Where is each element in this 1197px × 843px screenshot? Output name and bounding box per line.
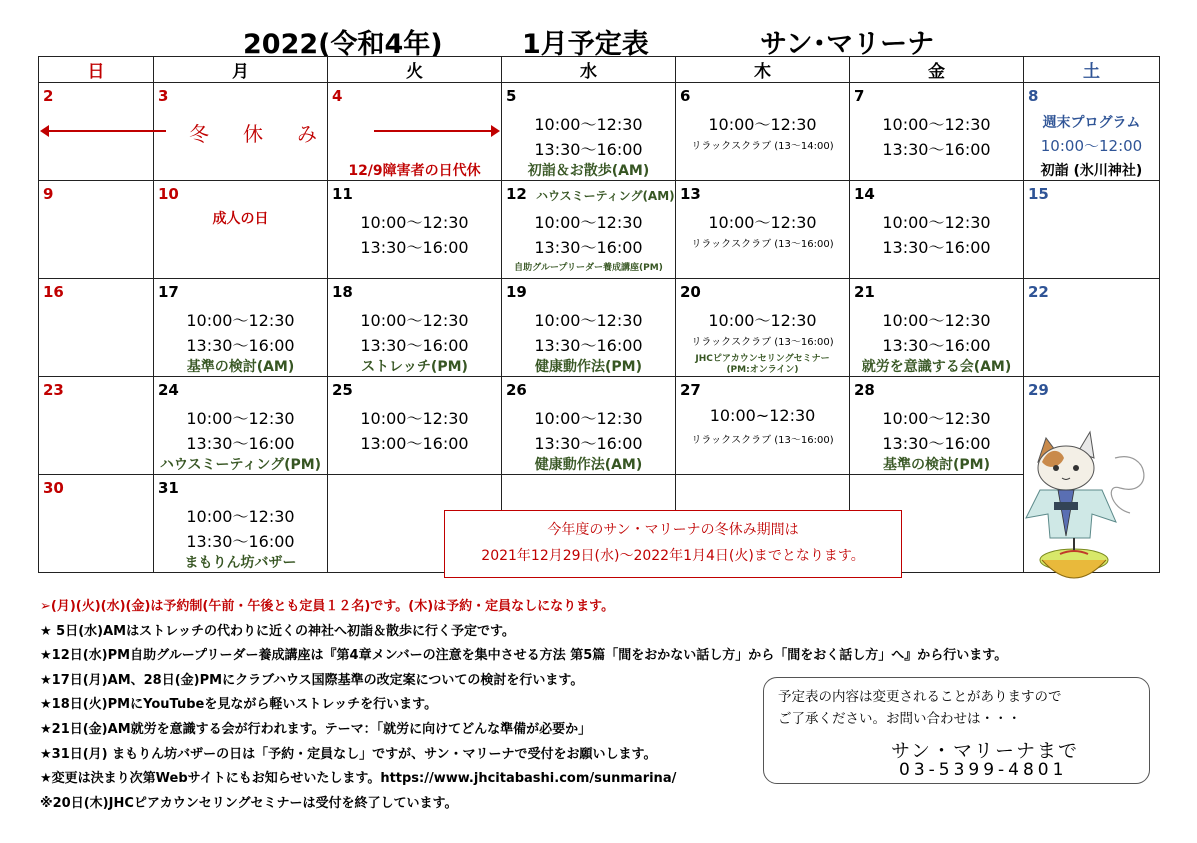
day-program: 基準の検討(AM) xyxy=(186,359,295,375)
day-cell xyxy=(676,279,850,377)
day-number: 22 xyxy=(1028,283,1049,301)
day-program: 自助グループリーダー養成講座(PM) xyxy=(514,263,663,273)
time-slot-am: 10:00～12:30 xyxy=(534,213,643,232)
day-number: 31 xyxy=(158,479,179,497)
time-slot-am: 10:00～12:30 xyxy=(708,115,817,134)
day-number: 21 xyxy=(854,283,875,301)
day-program: 健康動作法(AM) xyxy=(534,457,643,473)
day-program: 健康動作法(PM) xyxy=(535,359,642,375)
day-number: 26 xyxy=(506,381,527,399)
time-slot-pm: 13:30～16:00 xyxy=(186,434,295,453)
note-item: ★変更は決まり次第Webサイトにもお知らせいたします。https://www.jhcitabashi.com/sunmarina/ xyxy=(40,771,677,787)
day-cell xyxy=(328,377,502,475)
weekend-program-label: 週末プログラム xyxy=(1042,115,1141,131)
day-cell xyxy=(850,279,1024,377)
title-organization: サン･マリーナ xyxy=(760,29,935,60)
note-item: ➢(月)(火)(水)(金)は予約制(午前・午後とも定員１２名)です。(木)は予約・定員なしになります。 xyxy=(40,599,615,614)
time-slot-am: 10:00～12:00 xyxy=(1040,137,1143,155)
day-number: 25 xyxy=(332,381,353,399)
day-number: 15 xyxy=(1028,185,1049,203)
time-slot-am: 10:00～12:30 xyxy=(360,213,469,232)
time-slot-am: 10:00～12:30 xyxy=(882,409,991,428)
day-cell xyxy=(502,279,676,377)
day-cell xyxy=(502,181,676,279)
time-slot-pm: 13:30～16:00 xyxy=(882,238,991,257)
time-slot-pm: 13:30～16:00 xyxy=(186,532,295,551)
note-item: ★17日(月)AM、28日(金)PMにクラブハウス国際基準の改定案についての検討を行います。 xyxy=(40,672,584,688)
winter-break-label: 冬休み xyxy=(189,122,351,146)
day-number: 19 xyxy=(506,283,527,301)
time-slot-am: 10:00～12:30 xyxy=(534,409,643,428)
time-slot-pm: 13:30～16:00 xyxy=(534,434,643,453)
day-program: 12/9障害者の日代休 xyxy=(348,163,481,179)
weekday-fri: 金 xyxy=(850,57,1024,83)
contact-line-1: 予定表の内容は変更されることがありますので xyxy=(778,689,1062,705)
day-program: 初詣＆お散歩(AM) xyxy=(527,163,650,179)
day-number: 5 xyxy=(506,87,517,105)
time-slot-pm: 13:30～16:00 xyxy=(534,140,643,159)
day-cell xyxy=(676,83,850,181)
day-number: 29 xyxy=(1028,381,1049,399)
time-slot-pm: 13:30～16:00 xyxy=(360,336,469,355)
weekday-mon: 月 xyxy=(154,57,328,83)
time-slot-pm: リラックスクラブ (13～14:00) xyxy=(691,141,834,152)
day-number: 3 xyxy=(158,87,169,105)
day-cell xyxy=(502,83,676,181)
winter-break-notice xyxy=(444,510,902,578)
arrow-line-left xyxy=(46,130,166,132)
week-row-2 xyxy=(39,181,1160,279)
time-slot-am: 10:00～12:30 xyxy=(534,311,643,330)
time-slot-am: 10:00～12:30 xyxy=(882,115,991,134)
day-cell xyxy=(154,181,328,279)
day-number: 10 xyxy=(158,185,179,203)
time-slot-pm: 13:30～16:00 xyxy=(534,336,643,355)
day-number: 28 xyxy=(854,381,875,399)
cat-spinning-top-illustration xyxy=(1020,418,1160,588)
day-cell xyxy=(39,181,154,279)
weekday-wed: 水 xyxy=(502,57,676,83)
seminar-mode: (PM:オンライン) xyxy=(726,365,799,375)
note-item: ★18日(火)PMにYouTubeを見ながら軽いストレッチを行います。 xyxy=(40,697,438,713)
day-number: 7 xyxy=(854,87,865,105)
time-slot-am: 10:00~12:30 xyxy=(709,406,816,425)
day-number: 6 xyxy=(680,87,691,105)
time-slot-am: 10:00～12:30 xyxy=(882,311,991,330)
day-cell xyxy=(39,279,154,377)
week-row-4 xyxy=(39,377,1160,475)
day-number: 11 xyxy=(332,185,353,203)
time-slot-am: 10:00～12:30 xyxy=(360,409,469,428)
day-number: 13 xyxy=(680,185,701,203)
arrow-right-icon xyxy=(491,125,500,137)
day-number: 27 xyxy=(680,381,701,399)
time-slot-pm: リラックスクラブ (13～16:00) xyxy=(691,239,834,250)
day-cell xyxy=(154,279,328,377)
day-cell xyxy=(1024,83,1160,181)
day-cell xyxy=(1024,279,1160,377)
day-number: 24 xyxy=(158,381,179,399)
day-number: 4 xyxy=(332,87,343,105)
day-cell xyxy=(1024,181,1160,279)
day-number: 30 xyxy=(43,479,64,497)
time-slot-am: 10:00～12:30 xyxy=(186,311,295,330)
time-slot-pm: リラックスクラブ (13～16:00) xyxy=(691,337,834,348)
day-number: 12 xyxy=(506,185,527,203)
day-program: 基準の検討(PM) xyxy=(883,457,990,473)
day-number: 9 xyxy=(43,185,54,203)
winter-break-arrow xyxy=(40,118,500,144)
day-cell xyxy=(39,475,154,573)
weekday-tue: 火 xyxy=(328,57,502,83)
contact-box xyxy=(763,677,1150,784)
day-cell xyxy=(850,83,1024,181)
day-cell xyxy=(676,377,850,475)
weekday-sun: 日 xyxy=(39,57,154,83)
weekday-header-row xyxy=(39,57,1160,83)
arrow-line-right xyxy=(374,130,494,132)
time-slot-pm: 13:30～16:00 xyxy=(882,336,991,355)
time-slot-am: 10:00～12:30 xyxy=(360,311,469,330)
time-slot-am: 10:00～12:30 xyxy=(186,507,295,526)
weekday-thu: 木 xyxy=(676,57,850,83)
time-slot-pm: 13:30～16:00 xyxy=(882,140,991,159)
day-cell xyxy=(154,377,328,475)
day-program: 初詣 (氷川神社) xyxy=(1040,163,1143,179)
time-slot-pm: リラックスクラブ (13～16:00) xyxy=(691,435,834,446)
time-slot-am: 10:00～12:30 xyxy=(708,213,817,232)
time-slot-am: 10:00～12:30 xyxy=(708,311,817,330)
time-slot-pm: 13:30～16:00 xyxy=(534,238,643,257)
note-item: ★31日(月) まもりん坊バザーの日は「予約・定員なし」ですが、サン・マリーナで受付をお願いします。 xyxy=(40,746,657,762)
day-number: 16 xyxy=(43,283,64,301)
day-cell xyxy=(850,181,1024,279)
time-slot-am: 10:00～12:30 xyxy=(882,213,991,232)
contact-line-2: ご了承ください。お問い合わせは・・・ xyxy=(778,711,1021,727)
day-program: 就労を意識する会(AM) xyxy=(861,359,1012,375)
day-cell xyxy=(328,181,502,279)
day-cell xyxy=(328,279,502,377)
note-item: ★21日(金)AM就労を意識する会が行われます。テーマ：「就労に向けてどんな準備が必要か」 xyxy=(40,721,592,737)
time-slot-pm: 13:30～16:00 xyxy=(360,238,469,257)
day-tag: ハウスミーティング(AM) xyxy=(536,189,675,203)
day-cell xyxy=(39,377,154,475)
day-number: 23 xyxy=(43,381,64,399)
day-number: 2 xyxy=(43,87,54,105)
day-number: 20 xyxy=(680,283,701,301)
time-slot-pm: 13:00～16:00 xyxy=(360,434,469,453)
weekday-sat: 土 xyxy=(1024,57,1160,83)
day-number: 8 xyxy=(1028,87,1039,105)
day-number: 18 xyxy=(332,283,353,301)
title-schedule-name: 1月予定表 xyxy=(522,29,649,60)
contact-phone: 03-5399-4801 xyxy=(899,760,1068,780)
time-slot-pm: 13:30～16:00 xyxy=(882,434,991,453)
holiday-label: 成人の日 xyxy=(212,211,269,227)
day-program: ストレッチ(PM) xyxy=(361,359,468,375)
week-row-3 xyxy=(39,279,1160,377)
note-item: ★ 5日(水)AMはストレッチの代わりに近くの神社へ初詣＆散歩に行く予定です。 xyxy=(40,623,515,639)
note-item: ※20日(木)JHCピアカウンセリングセミナーは受付を終了しています。 xyxy=(40,795,458,811)
title-year: 2022(令和4年) xyxy=(243,29,443,60)
day-number: 14 xyxy=(854,185,875,203)
time-slot-am: 10:00～12:30 xyxy=(534,115,643,134)
day-cell xyxy=(502,377,676,475)
time-slot-pm: 13:30～16:00 xyxy=(186,336,295,355)
seminar-label: JHCピアカウンセリングセミナー xyxy=(695,354,830,364)
page-title xyxy=(0,22,1197,60)
note-item: ★12日(水)PM自助グループリーダー養成講座は『第4章メンバーの注意を集中させる方法 第5篇「間をおかない話し方」から「間をおく話し方」へ』から行います。 xyxy=(40,648,1008,664)
day-cell xyxy=(676,181,850,279)
day-number: 17 xyxy=(158,283,179,301)
day-cell xyxy=(154,475,328,573)
contact-name: サン・マリーナまで xyxy=(891,740,1080,762)
notice-line-2: 2021年12月29日(水)～2022年1月4日(火)までとなります。 xyxy=(481,548,865,564)
time-slot-am: 10:00～12:30 xyxy=(186,409,295,428)
notice-line-1: 今年度のサン・マリーナの冬休み期間は xyxy=(547,522,799,538)
day-cell xyxy=(850,377,1024,475)
day-program: まもりん坊バザー xyxy=(184,555,297,571)
day-program: ハウスミーティング(PM) xyxy=(159,457,322,473)
